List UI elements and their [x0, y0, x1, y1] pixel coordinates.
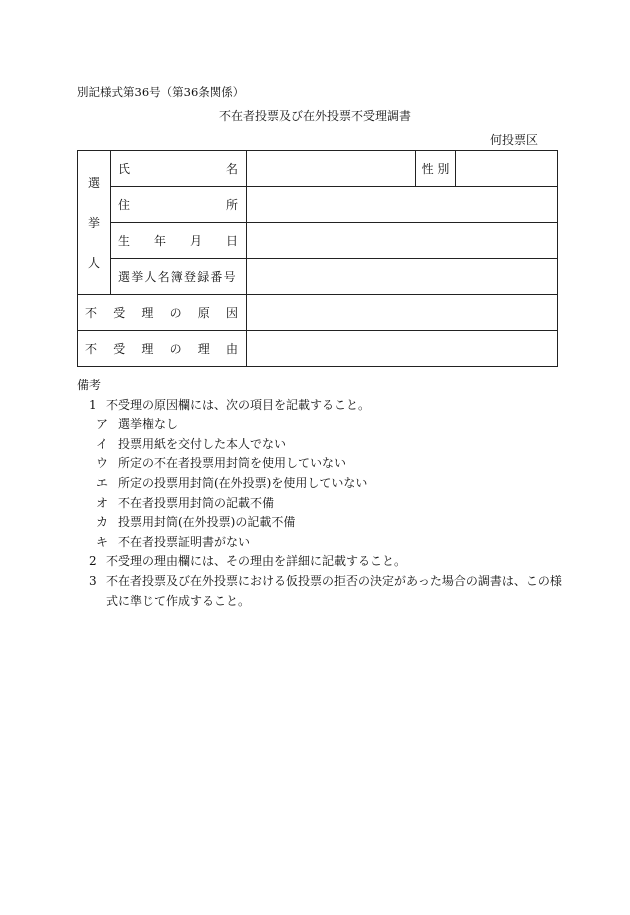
note-item-3	[77, 572, 577, 592]
reason-label-char: 不	[85, 342, 98, 356]
non-acceptance-form-table	[77, 150, 558, 367]
reason-label-char: 理	[141, 342, 154, 356]
address-label	[111, 187, 247, 223]
subitem-text: 不在者投票証明書がない	[118, 534, 251, 549]
note-item-1	[77, 396, 577, 416]
reason-label-char: の	[169, 342, 182, 356]
subitem-mark: イ	[96, 436, 109, 451]
voter-label-char: 選	[87, 176, 100, 190]
cause-label-char: 因	[225, 306, 238, 320]
reason-label-char: 受	[113, 342, 126, 356]
gender-label: 性 別	[416, 151, 456, 187]
cause-label	[78, 295, 247, 331]
note-subitem	[77, 435, 577, 455]
note-subitem	[77, 454, 577, 474]
voter-label-cell	[78, 151, 111, 295]
cause-field[interactable]	[247, 295, 558, 331]
note-subitem	[77, 474, 577, 494]
address-label-char: 住	[118, 198, 131, 212]
gender-field[interactable]	[456, 151, 558, 187]
subitem-text: 投票用紙を交付した本人でない	[118, 436, 287, 451]
reason-label	[78, 331, 247, 367]
subitem-mark: エ	[96, 475, 109, 490]
subitem-text: 投票用封筒(在外投票)の記載不備	[118, 515, 296, 530]
row-register-number	[78, 259, 558, 295]
note-subitem	[77, 513, 577, 533]
form-number: 別記様式第36号（第36条関係）	[77, 85, 245, 99]
cause-label-char: 不	[85, 306, 98, 320]
row-reason	[78, 331, 558, 367]
subitem-mark: カ	[96, 515, 109, 530]
note-item-2	[77, 552, 577, 572]
birthdate-label-char: 年	[153, 234, 166, 248]
address-label-char: 所	[225, 198, 238, 212]
note-text: 不受理の原因欄には、次の項目を記載すること。	[106, 397, 371, 412]
birthdate-label-char: 生	[118, 234, 131, 248]
birthdate-label-char: 日	[225, 234, 238, 248]
address-field[interactable]	[247, 187, 558, 223]
reason-field[interactable]	[247, 331, 558, 367]
subitem-text: 所定の投票用封筒(在外投票)を使用していない	[118, 475, 368, 490]
reason-label-char: 理	[197, 342, 210, 356]
cause-label-char: の	[169, 306, 182, 320]
document-title: 不在者投票及び在外投票不受理調書	[218, 109, 411, 123]
reason-label-char: 由	[225, 342, 238, 356]
note-text: 不在者投票及び在外投票における仮投票の拒否の決定があった場合の調書は、この様	[106, 573, 562, 588]
row-address	[78, 187, 558, 223]
register-number-field[interactable]	[247, 259, 558, 295]
polling-district: 何投票区	[489, 133, 538, 147]
subitem-text: 不在者投票用封筒の記載不備	[118, 495, 275, 510]
cause-label-char: 理	[141, 306, 154, 320]
subitem-mark: オ	[96, 495, 109, 510]
row-cause	[78, 295, 558, 331]
subitem-mark: ア	[96, 417, 109, 432]
subitem-text: 選挙権なし	[118, 417, 179, 432]
subitem-mark: キ	[96, 534, 109, 549]
note-number: 3	[89, 573, 97, 588]
name-label	[111, 151, 247, 187]
name-label-char: 名	[225, 162, 238, 176]
note-subitem	[77, 533, 577, 553]
birthdate-field[interactable]	[247, 223, 558, 259]
birthdate-label-char: 月	[189, 234, 202, 248]
notes-section	[77, 376, 577, 611]
note-subitem	[77, 494, 577, 514]
row-birthdate	[78, 223, 558, 259]
note-number: 1	[89, 397, 97, 412]
voter-label-char: 人	[87, 256, 100, 270]
note-item-3-continuation: 式に準じて作成すること。	[106, 593, 251, 608]
note-text: 不受理の理由欄には、その理由を詳細に記載すること。	[106, 554, 407, 569]
row-name	[78, 151, 558, 187]
subitem-mark: ウ	[96, 456, 109, 471]
subitem-text: 所定の不在者投票用封筒を使用していない	[118, 456, 347, 471]
voter-label-char: 挙	[87, 216, 100, 230]
name-field[interactable]	[247, 151, 416, 187]
cause-label-char: 原	[197, 306, 210, 320]
notes-heading: 備考	[77, 378, 102, 392]
birthdate-label	[111, 223, 247, 259]
cause-label-char: 受	[113, 306, 126, 320]
register-number-label: 選挙人名簿登録番号	[111, 259, 247, 295]
note-subitem	[77, 415, 577, 435]
name-label-char: 氏	[118, 162, 131, 176]
note-number: 2	[89, 554, 97, 569]
